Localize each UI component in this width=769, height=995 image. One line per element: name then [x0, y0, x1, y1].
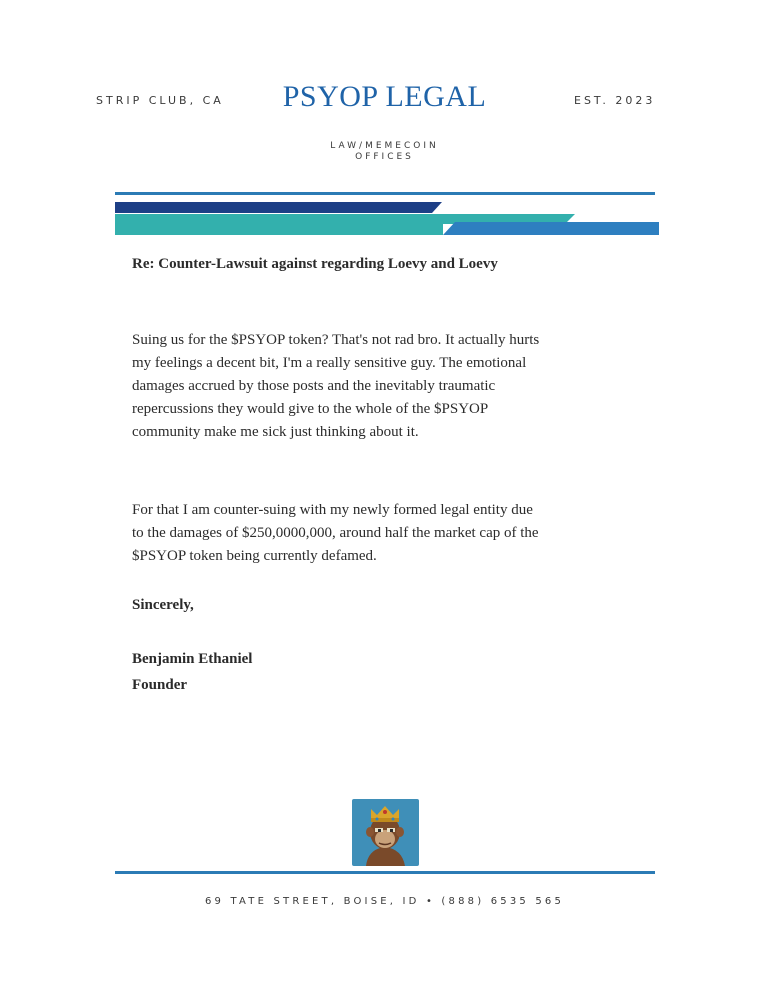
paragraph-line: my feelings a decent bit, I'm a really sensitive guy. The emotional [132, 355, 527, 371]
firm-name: PSYOP LEGAL [282, 80, 487, 113]
firm-subtitle-line2: OFFICES [355, 152, 414, 162]
office-location: STRIP CLUB, CA [96, 94, 224, 107]
paragraph-line: For that I am counter-suing with my newly formed legal entity due [132, 502, 533, 518]
banner-top-rule [115, 192, 655, 195]
established-year: EST. 2023 [574, 94, 656, 107]
signer-name: Benjamin Ethaniel [132, 651, 253, 667]
letter-closing: Sincerely, [132, 597, 194, 613]
firm-subtitle [0, 141, 769, 163]
body-paragraph-1 [132, 329, 652, 444]
letter-subject: Re: Counter-Lawsuit against regarding Loevy and Loevy [132, 256, 498, 272]
letterhead-banner [0, 188, 769, 240]
paragraph-line: damages accrued by those posts and the inevitably traumatic [132, 378, 496, 394]
paragraph-line: community make me sick just thinking about it. [132, 424, 419, 440]
banner-navy-stripe [115, 202, 442, 213]
crowned-ape-avatar-icon [352, 799, 419, 866]
body-paragraph-2 [132, 499, 652, 568]
signer-title: Founder [132, 677, 188, 693]
banner-blue-stripe [443, 222, 659, 235]
paragraph-line: repercussions they would give to the whole of the $PSYOP [132, 401, 489, 417]
footer-rule [115, 871, 655, 874]
paragraph-line: Suing us for the $PSYOP token? That's not rad bro. It actually hurts [132, 332, 540, 348]
firm-subtitle-line1: LAW/MEMECOIN [330, 141, 439, 151]
paragraph-line: $PSYOP token being currently defamed. [132, 548, 377, 564]
banner-teal-lower [115, 224, 443, 235]
paragraph-line: to the damages of $250,0000,000, around half the market cap of the [132, 525, 539, 541]
footer-address: 69 TATE STREET, BOISE, ID • (888) 6535 565 [204, 896, 565, 907]
